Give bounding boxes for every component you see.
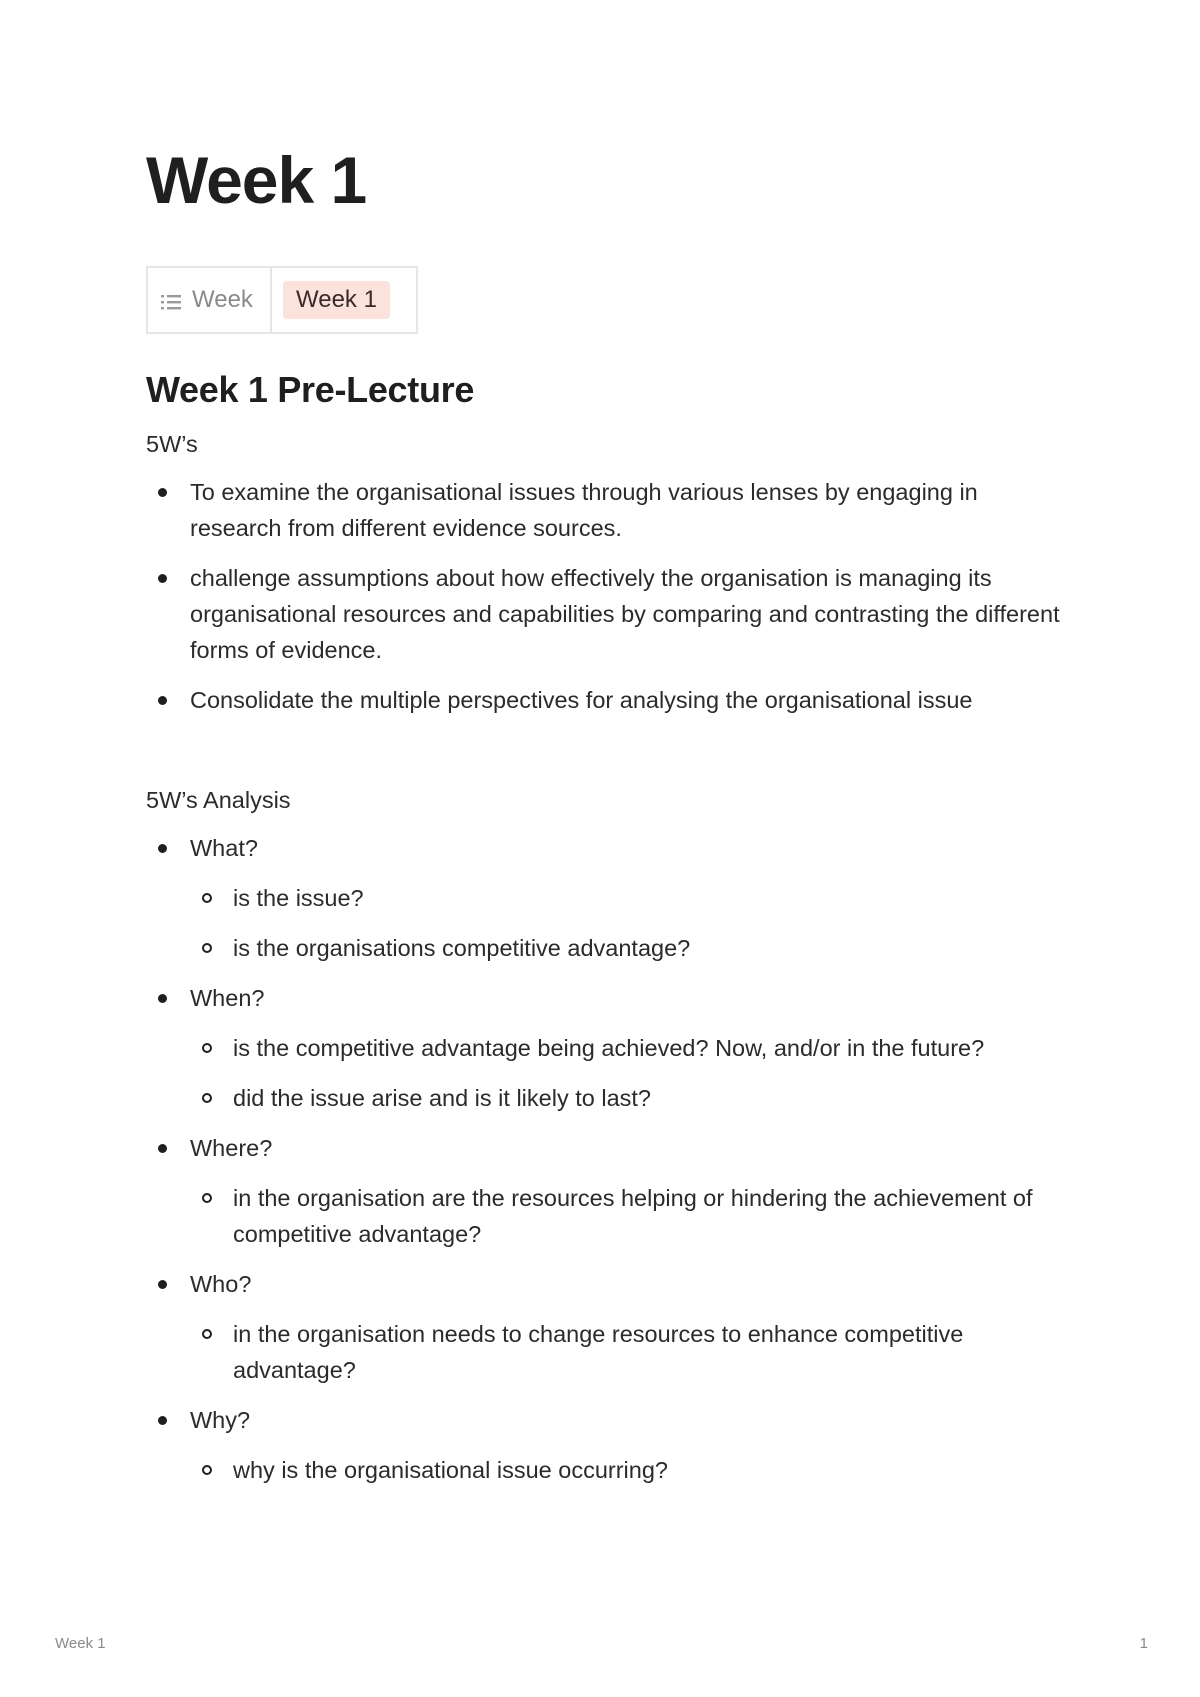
- sub-list-item: [190, 1030, 1066, 1066]
- sub-list-item-text: did the issue arise and is it likely to last?: [233, 1085, 651, 1111]
- sub-list: [190, 1180, 1066, 1252]
- bullet-dot: [158, 488, 167, 497]
- property-name-label: Week: [192, 286, 253, 313]
- bullet-dot: [158, 1144, 167, 1153]
- properties-table: [146, 266, 418, 334]
- sub-list-item: [190, 1180, 1066, 1252]
- list-item-label: Why?: [190, 1407, 251, 1433]
- page-content: [146, 426, 1066, 1502]
- list-item-text: Consolidate the multiple perspectives for analysing the organisational issue: [190, 687, 973, 713]
- list-item: [146, 682, 1066, 718]
- list-item-who: [146, 1266, 1066, 1388]
- list-item: [146, 474, 1066, 546]
- sub-list: [190, 1452, 1066, 1488]
- list-icon: [160, 291, 182, 313]
- bullet-dot: [158, 844, 167, 853]
- empty-block: [146, 732, 1066, 782]
- sub-list-item: [190, 1452, 1066, 1488]
- bullet-circle: [202, 1193, 212, 1203]
- list-item-label: Where?: [190, 1135, 273, 1161]
- sub-list-item-text: in the organisation needs to change resources to enhance competitive advantage?: [233, 1321, 964, 1383]
- bullet-circle: [202, 1043, 212, 1053]
- bullet-circle: [202, 1465, 212, 1475]
- bullet-circle: [202, 943, 212, 953]
- week-tag[interactable]: Week 1: [283, 281, 390, 319]
- sub-list-item-text: in the organisation are the resources helping or hindering the achievement of competitive advantage?: [233, 1185, 1033, 1247]
- list-item-why: [146, 1402, 1066, 1488]
- property-value-cell: [271, 267, 417, 333]
- bullet-circle: [202, 1093, 212, 1103]
- property-name-cell: [147, 267, 271, 333]
- list-item-text: challenge assumptions about how effectively the organisation is managing its organisational resources and capabilities by comparing and contrasting the different forms of evidence.: [190, 565, 1060, 663]
- sub-list: [190, 1030, 1066, 1116]
- list-item-label: What?: [190, 835, 258, 861]
- list-item-label: When?: [190, 985, 265, 1011]
- footer-page-name: Week 1: [55, 1635, 106, 1652]
- bullet-circle: [202, 1329, 212, 1339]
- sub-list-item-text: is the issue?: [233, 885, 364, 911]
- list-item-when: [146, 980, 1066, 1116]
- section-heading: Week 1 Pre-Lecture: [146, 369, 475, 410]
- list-item-what: [146, 830, 1066, 966]
- intro-text: 5W’s: [146, 431, 198, 457]
- sub-list-item: [190, 1080, 1066, 1116]
- footer-page-number: 1: [1139, 1635, 1148, 1652]
- bullet-dot: [158, 1416, 167, 1425]
- bullet-dot: [158, 574, 167, 583]
- list-item-label: Who?: [190, 1271, 252, 1297]
- sub-list-item: [190, 880, 1066, 916]
- analysis-heading: 5W’s Analysis: [146, 787, 291, 813]
- sub-list-item-text: is the organisations competitive advantage?: [233, 935, 691, 961]
- sub-list-item: [190, 930, 1066, 966]
- bullet-dot: [158, 696, 167, 705]
- objectives-list: [146, 474, 1066, 718]
- sub-list: [190, 1316, 1066, 1388]
- bullet-dot: [158, 1280, 167, 1289]
- list-item: [146, 560, 1066, 668]
- list-item-where: [146, 1130, 1066, 1252]
- list-item-text: To examine the organisational issues through various lenses by engaging in research from different evidence sources.: [190, 479, 978, 541]
- sub-list-item: [190, 1316, 1066, 1388]
- bullet-circle: [202, 893, 212, 903]
- sub-list-item-text: is the competitive advantage being achieved? Now, and/or in the future?: [233, 1035, 985, 1061]
- sub-list: [190, 880, 1066, 966]
- page-title: Week 1: [146, 143, 367, 217]
- analysis-list: [146, 830, 1066, 1488]
- property-row: [147, 267, 417, 333]
- sub-list-item-text: why is the organisational issue occurring?: [233, 1457, 668, 1483]
- bullet-dot: [158, 994, 167, 1003]
